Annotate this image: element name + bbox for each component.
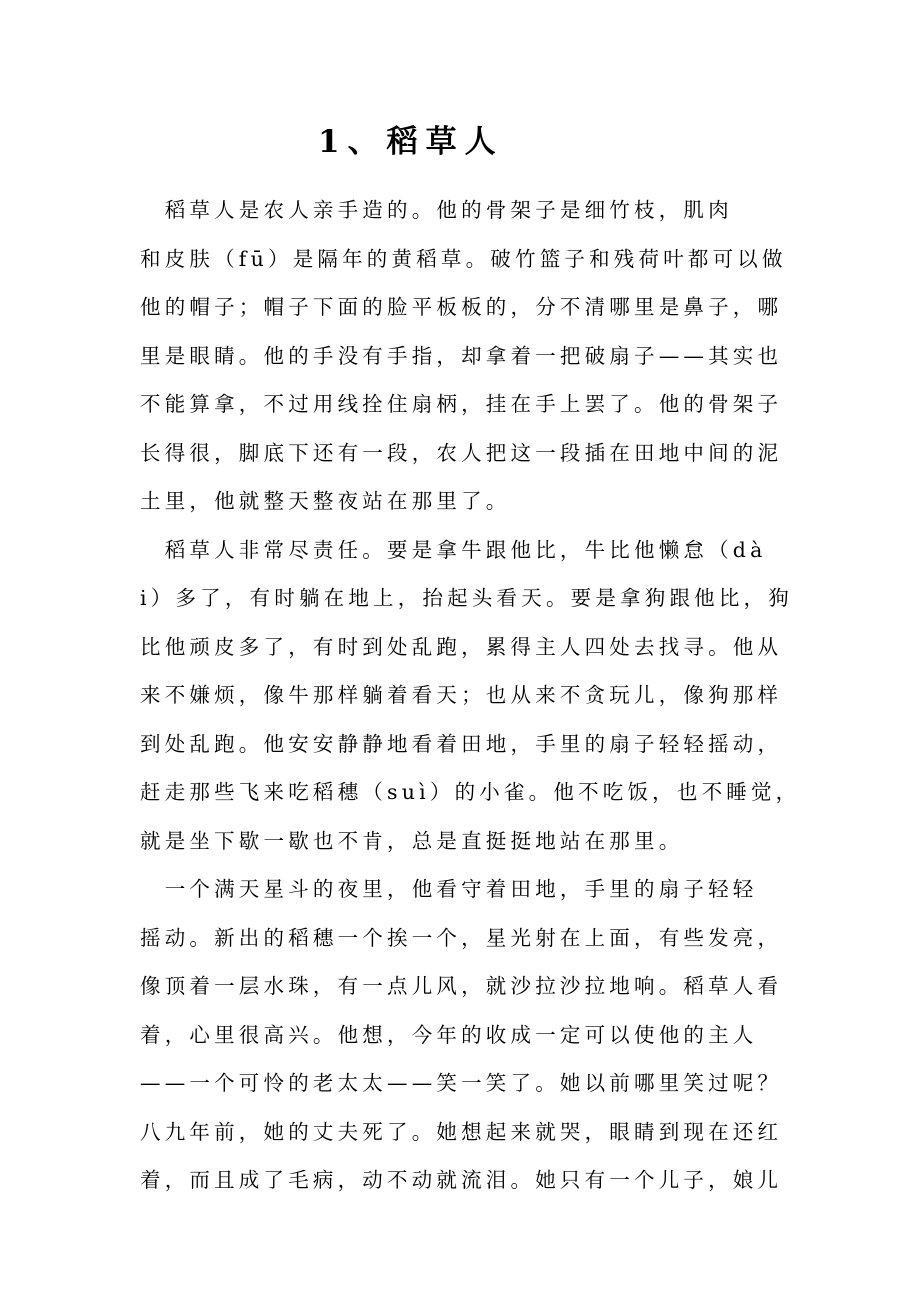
text-line: 到处乱跑。他安安静静地看着田地，手里的扇子轻轻摇动， [140, 731, 783, 756]
text-line: 土里，他就整天整夜站在那里了。 [140, 489, 511, 513]
text-line: 比他顽皮多了，有时到处乱跑，累得主人四处去找寻。他从 [140, 634, 783, 659]
text-line: 来不嫌烦，像牛那样躺着看天；也从来不贪玩儿，像狗那样 [140, 683, 783, 707]
text-line: 八九年前，她的丈夫死了。她想起来就哭，眼睛到现在还红 [140, 1119, 783, 1144]
text-line: 像顶着一层水珠，有一点儿风，就沙拉沙拉地响。稻草人看 [140, 974, 783, 998]
document-title: 1、稻草人 [318, 124, 504, 160]
text-line: 长得很，脚底下还有一段，农人把这一段插在田地中间的泥 [140, 440, 783, 465]
text-line: 赶走那些飞来吃稻穗（suì）的小雀。他不吃饭，也不睡觉， [140, 780, 801, 804]
text-line: 他的帽子；帽子下面的脸平板板的，分不清哪里是鼻子，哪 [140, 295, 783, 319]
text-line: 不能算拿，不过用线拴住扇柄，挂在手上罢了。他的骨架子 [140, 392, 783, 416]
text-line: 就是坐下歇一歇也不肯，总是直挺挺地站在那里。 [140, 828, 684, 853]
text-line: 稻草人非常尽责任。要是拿牛跟他比，牛比他懒怠（dà [140, 537, 767, 562]
text-line: ——一个可怜的老太太——笑一笑了。她以前哪里笑过呢？ [140, 1071, 783, 1095]
text-line: 一个满天星斗的夜里，他看守着田地，手里的扇子轻轻 [140, 877, 758, 901]
text-line: 着，而且成了毛病，动不动就流泪。她只有一个儿子，娘儿 [140, 1168, 783, 1192]
document-body [140, 186, 801, 1205]
text-line: 着，心里很高兴。他想，今年的收成一定可以使他的主人 [140, 1022, 758, 1047]
text-line: 稻草人是农人亲手造的。他的骨架子是细竹枝，肌肉 [140, 198, 733, 222]
text-line: 里是眼睛。他的手没有手指，却拿着一把破扇子——其实也 [140, 343, 783, 368]
text-line: i）多了，有时躺在地上，抬起头看天。要是拿狗跟他比，狗 [140, 586, 793, 610]
text-line: 摇动。新出的稻穗一个挨一个，星光射在上面，有些发亮， [140, 925, 783, 950]
text-line: 和皮肤（fū）是隔年的黄稻草。破竹篮子和残荷叶都可以做 [140, 246, 787, 271]
